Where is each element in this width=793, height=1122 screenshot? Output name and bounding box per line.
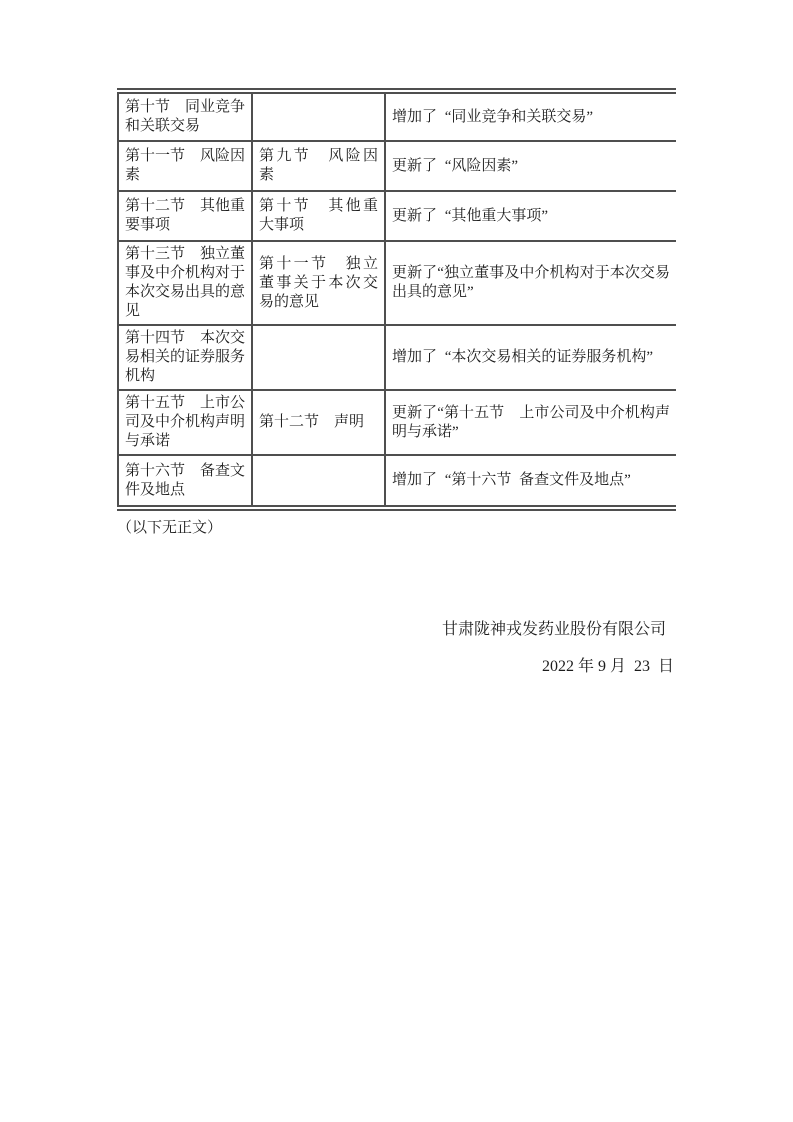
cell-previous-section (252, 455, 385, 508)
cell-current-section: 第十二节 其他重要事项 (118, 191, 252, 241)
cell-previous-section: 第十二节 声明 (252, 390, 385, 455)
cell-revision-note: 更新了“第十五节 上市公司及中介机构声明与承诺” (392, 404, 670, 440)
table-row (118, 325, 676, 390)
cell-current-section: 第十四节 本次交易相关的证券服务机构 (118, 325, 252, 390)
cell-previous-section (252, 91, 385, 141)
table-row (118, 191, 676, 241)
table-row (118, 91, 676, 141)
cell-revision-note: 更新了 “其他重大事项” (392, 207, 549, 224)
cell-current-section: 第十一节 风险因素 (118, 141, 252, 191)
cell-current-section: 第十节 同业竞争和关联交易 (118, 91, 252, 141)
table-row (118, 241, 676, 325)
cell-previous-section: 第十一节 独立董事关于本次交易的意见 (252, 241, 385, 325)
cell-current-section: 第十六节 备查文件及地点 (118, 455, 252, 508)
table-row (118, 390, 676, 455)
signature-company-name: 甘肃陇神戎发药业股份有限公司 (442, 621, 667, 638)
cell-previous-section (252, 325, 385, 390)
table-row (118, 141, 676, 191)
cell-revision-note: 更新了 “风险因素” (392, 157, 519, 174)
revision-comparison-table (117, 88, 676, 511)
cell-revision-note: 增加了 “同业竞争和关联交易” (392, 108, 594, 125)
cell-previous-section: 第十节 其他重大事项 (252, 191, 385, 241)
cell-current-section: 第十三节 独立董事及中介机构对于本次交易出具的意见 (118, 241, 252, 325)
cell-previous-section: 第九节 风险因素 (252, 141, 385, 191)
cell-current-section: 第十五节 上市公司及中介机构声明与承诺 (118, 390, 252, 455)
cell-revision-note: 增加了 “第十六节 备查文件及地点” (392, 472, 631, 488)
table-row (118, 455, 676, 508)
cell-revision-note: 增加了 “本次交易相关的证券服务机构” (392, 349, 654, 365)
end-of-text-note: （以下无正文） (117, 520, 223, 536)
signature-date: 2022 年 9 月 23 日 (542, 658, 675, 675)
cell-revision-note: 更新了“独立董事及中介机构对于本次交易出具的意见” (392, 265, 670, 300)
